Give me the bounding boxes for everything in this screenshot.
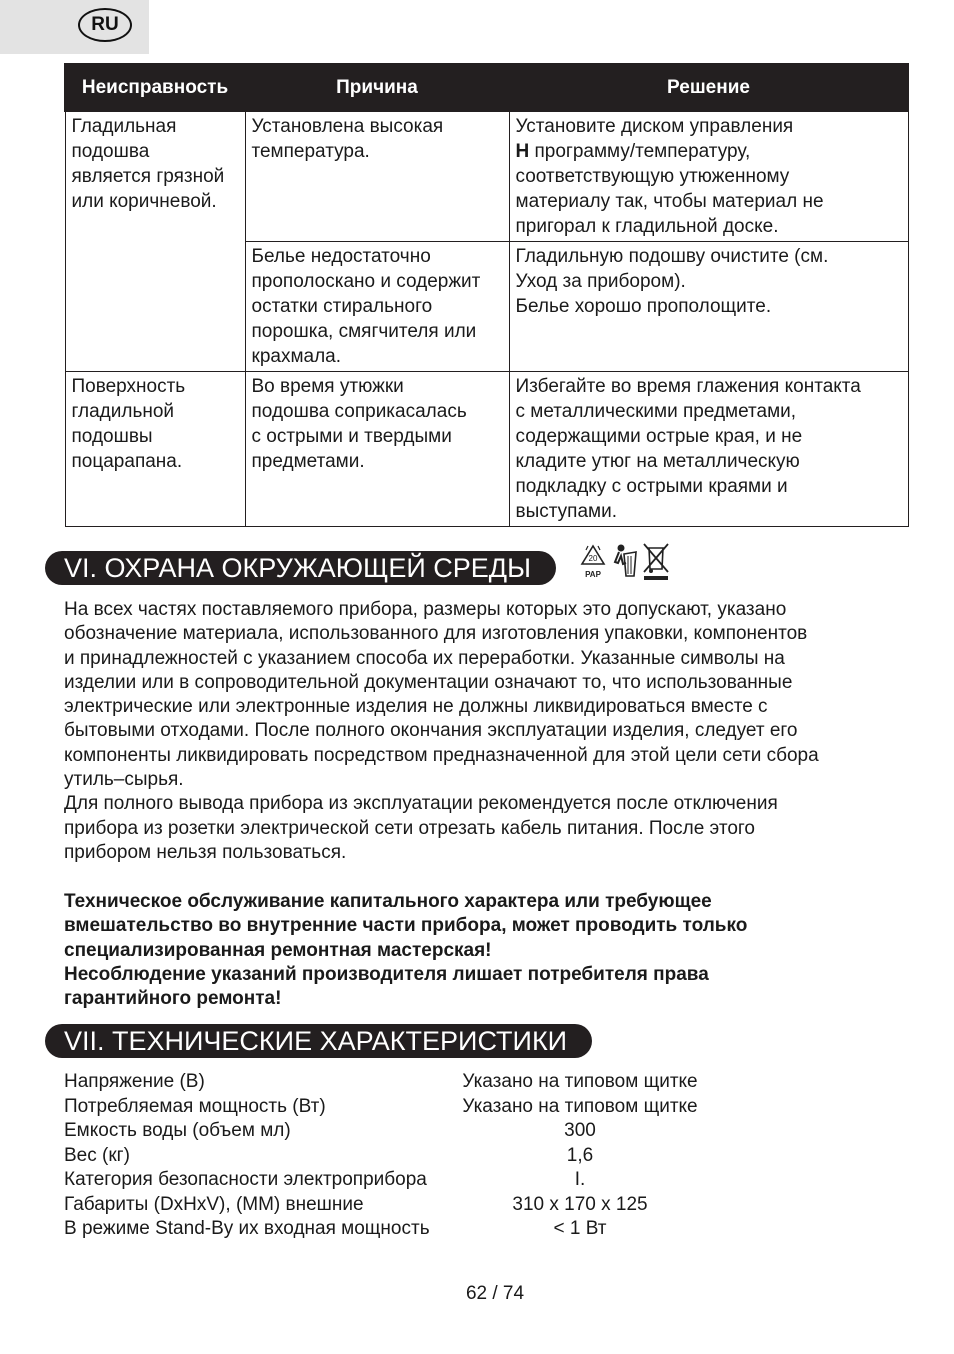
spec-row	[64, 1168, 864, 1193]
text-line: или коричневой.	[71, 191, 217, 212]
recycle-20-pap-icon	[582, 546, 604, 579]
spec-row	[64, 1144, 864, 1169]
spec-label: Вес (кг)	[64, 1144, 130, 1166]
text-line: Установлена высокая	[251, 116, 444, 137]
text-line: подошвы	[71, 426, 153, 447]
text-line: предметами.	[251, 451, 365, 472]
section-title-environment: VI. ОХРАНА ОКРУЖАЮЩЕЙ СРЕДЫ	[45, 551, 556, 585]
text-line: обозначение материала, использованного для изготовления упаковки, компонентов	[64, 623, 808, 645]
spec-label: В режиме Stand-By их входная мощность	[64, 1218, 430, 1239]
spec-value: Указано на типовом щитке	[462, 1071, 698, 1092]
text-line: температура.	[251, 141, 370, 162]
spec-row	[64, 1119, 864, 1144]
text-line: является грязной	[71, 166, 225, 187]
spec-label: Напряжение (В)	[64, 1071, 205, 1092]
text-line: с острыми и твердыми	[251, 426, 452, 447]
text-line: поцарапана.	[71, 451, 183, 472]
header-problem: Неисправность	[65, 64, 245, 111]
text-line: компоненты ликвидировать посредством предназначенной для этой цели сети сбора	[64, 744, 819, 766]
text-line: Во время утюжки	[251, 376, 404, 397]
solution-cell	[509, 111, 908, 242]
spec-row	[64, 1193, 864, 1218]
text-line: Избегайте во время глажения контакта	[515, 376, 861, 397]
text-line: На всех частях поставляемого прибора, размеры которых это допускают, указано	[64, 599, 787, 620]
spec-value: 1,6	[566, 1144, 594, 1166]
table-header-row	[65, 64, 908, 111]
text-fragment: программу/температуру,	[529, 141, 751, 162]
spec-label: Категория безопасности электроприбора	[64, 1169, 427, 1190]
text-line: Гладильная	[71, 116, 177, 137]
service-warning	[64, 890, 894, 1011]
spec-label: Габариты (DxHxV), (MM) внешние	[64, 1193, 364, 1215]
text-line: Белье недостаточно	[251, 246, 431, 267]
text-line: изделии или в сопроводительной документации означают то, что использованные	[64, 671, 793, 693]
spec-value: Указано на типовом щитке	[462, 1095, 698, 1117]
cause-cell	[245, 372, 509, 527]
solution-cell	[509, 372, 908, 527]
text-line: кладите утюг на металлическую	[515, 451, 800, 472]
solution-cell	[509, 242, 908, 372]
text-line: Уход за прибором).	[515, 271, 686, 292]
text-line: Для полного вывода прибора из эксплуатации рекомендуется после отключения	[64, 793, 778, 815]
text-line: бытовыми отходами. После полного окончания эксплуатации изделия, следует его	[64, 720, 798, 742]
recycle-label: PAP	[585, 570, 601, 579]
bold-program-letter: H	[515, 141, 530, 162]
text-line: остатки стирального	[251, 296, 433, 317]
text-line: с металлическими предметами,	[515, 401, 797, 422]
recycle-code: 20	[588, 554, 598, 563]
text-line: содержащими острые края, и не	[515, 426, 803, 447]
text-line: подкладку с острыми краями и	[515, 476, 788, 497]
text-line: Техническое обслуживание капитального характера или требующее	[64, 891, 712, 912]
spec-row	[64, 1070, 864, 1095]
page-number: 62 / 74	[465, 1283, 525, 1304]
spec-row	[64, 1217, 864, 1242]
text-line: Поверхность	[71, 376, 186, 397]
specs-list	[64, 1070, 864, 1242]
troubleshooting-table	[64, 63, 909, 527]
text-line: выступами.	[515, 501, 617, 522]
text-line: прибора из розетки электрической сети отрезать кабель питания. После этого	[64, 817, 755, 839]
cause-cell	[245, 111, 509, 242]
text-line: Несоблюдение указаний производителя лишает потребителя права	[64, 963, 709, 985]
text-line: Гладильную подошву очистите (см.	[515, 246, 829, 267]
text-line: специализированная ремонтная мастерская!	[64, 939, 492, 961]
header-cause: Причина	[245, 64, 509, 111]
environment-paragraph	[64, 598, 894, 865]
spec-row	[64, 1095, 864, 1120]
text-line: и принадлежностей с указанием способа их переработки. Указанные символы на	[64, 647, 785, 669]
crossed-out-wheelie-bin-icon	[644, 544, 668, 580]
spec-value: 310 x 170 x 125	[512, 1193, 648, 1215]
text-line: гарантийного ремонта!	[64, 988, 282, 1010]
eco-icons	[578, 542, 672, 582]
problem-cell	[65, 372, 245, 527]
text-line: гладильной	[71, 401, 175, 422]
text-line: пригорал к гладильной доске.	[515, 216, 779, 237]
text-line: электрические или электронные изделия не должны ликвидироваться вместе с	[64, 696, 768, 718]
text-line: материалу так, чтобы материал не	[515, 191, 824, 212]
problem-cell	[65, 111, 245, 372]
text-line: прибором нельзя пользоваться.	[64, 841, 347, 863]
table-row	[65, 111, 908, 242]
text-line	[516, 139, 904, 164]
recycling-bin-icon	[615, 545, 636, 577]
text-line: вмешательство во внутренние части прибора, может проводить только	[64, 915, 748, 937]
language-badge: RU	[78, 8, 132, 42]
header-solution: Решение	[509, 64, 908, 111]
text-line: подошва	[71, 141, 150, 162]
spec-value: < 1 Вт	[553, 1218, 607, 1239]
text-line: утиль–сырья.	[64, 769, 184, 791]
spec-label: Емкость воды (объем мл)	[64, 1120, 291, 1141]
text-line: порошка, смягчителя или	[251, 321, 477, 342]
text-line: подошва соприкасалась	[251, 401, 467, 422]
cause-cell	[245, 242, 509, 372]
spec-value: 300	[564, 1120, 596, 1141]
text-line: крахмала.	[251, 346, 342, 367]
spec-value: I.	[574, 1169, 586, 1190]
section-title-specs: VII. ТЕХНИЧЕСКИЕ ХАРАКТЕРИСТИКИ	[45, 1024, 592, 1058]
spec-label: Потребляемая мощность (Вт)	[64, 1095, 326, 1117]
language-tab	[0, 0, 149, 54]
text-line: Установите диском управления	[515, 116, 794, 137]
text-line: Белье хорошо прополощите.	[515, 296, 772, 317]
text-line: прополоскано и содержит	[251, 271, 481, 292]
table-row	[65, 372, 908, 527]
text-line: соответствующую утюженному	[515, 166, 790, 187]
